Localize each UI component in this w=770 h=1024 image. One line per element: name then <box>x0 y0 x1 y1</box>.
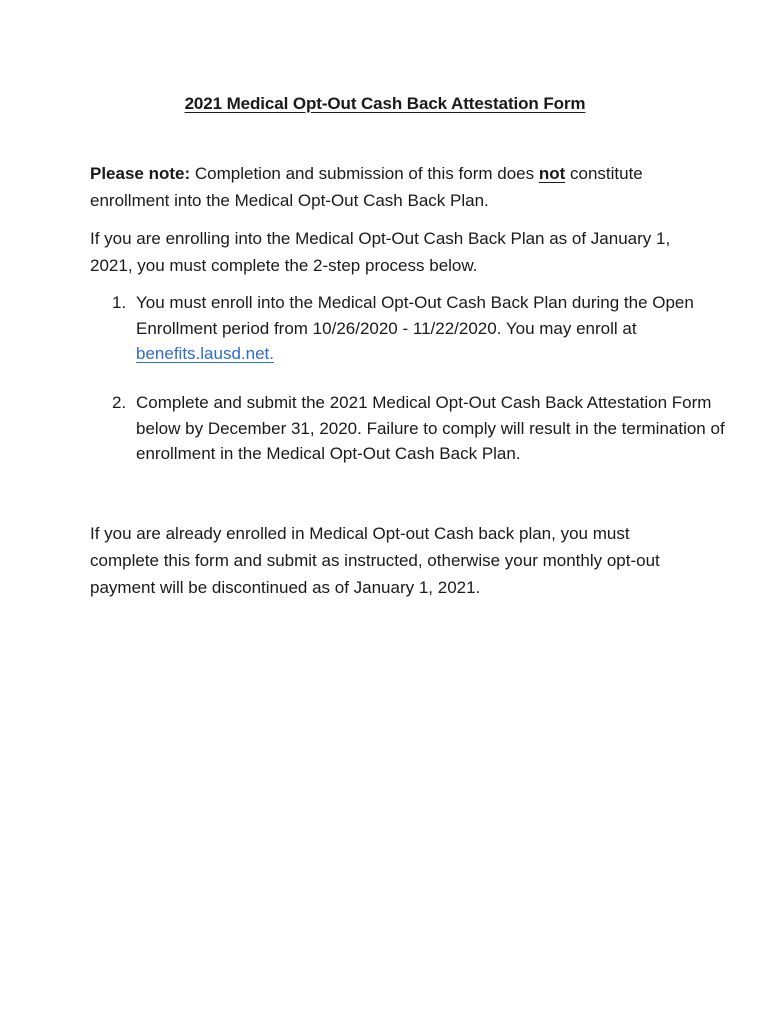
benefits-link[interactable]: benefits.lausd.net. <box>136 344 274 363</box>
please-note-text-before: Completion and submission of this form does <box>190 164 539 183</box>
please-note-text-after: constitute enrollment into the Medical Opt-Out Cash Back Plan. <box>90 164 643 210</box>
step-number-1: 1. <box>112 293 127 312</box>
please-note-paragraph <box>90 160 700 214</box>
please-note-label: Please note: <box>90 164 191 183</box>
intro-paragraph: If you are enrolling into the Medical Opt-Out Cash Back Plan as of January 1, 2021, you must complete the 2-step process below. <box>90 229 671 275</box>
please-note-emphasis: not <box>538 164 566 183</box>
step-item-1 <box>90 290 746 367</box>
step-text-2: Complete and submit the 2021 Medical Opt-Out Cash Back Attestation Form below by December 31, 2020. Failure to comply will result in the termination of enrollment in the Medical Opt-Out Cash Back Plan. <box>136 393 725 463</box>
step-text-1: You must enroll into the Medical Opt-Out Cash Back Plan during the Open Enrollment period from 10/26/2020 - 11/22/2020. You may enroll at <box>136 293 694 338</box>
document-title: 2021 Medical Opt-Out Cash Back Attestation Form <box>184 94 586 113</box>
closing-paragraph: If you are already enrolled in Medical Opt-out Cash back plan, you must complete this form and submit as instructed, otherwise your monthly opt-out payment will be discontinued as of January 1, 2021. <box>90 524 660 597</box>
step-item-2 <box>90 390 746 467</box>
step-number-2: 2. <box>112 393 127 412</box>
